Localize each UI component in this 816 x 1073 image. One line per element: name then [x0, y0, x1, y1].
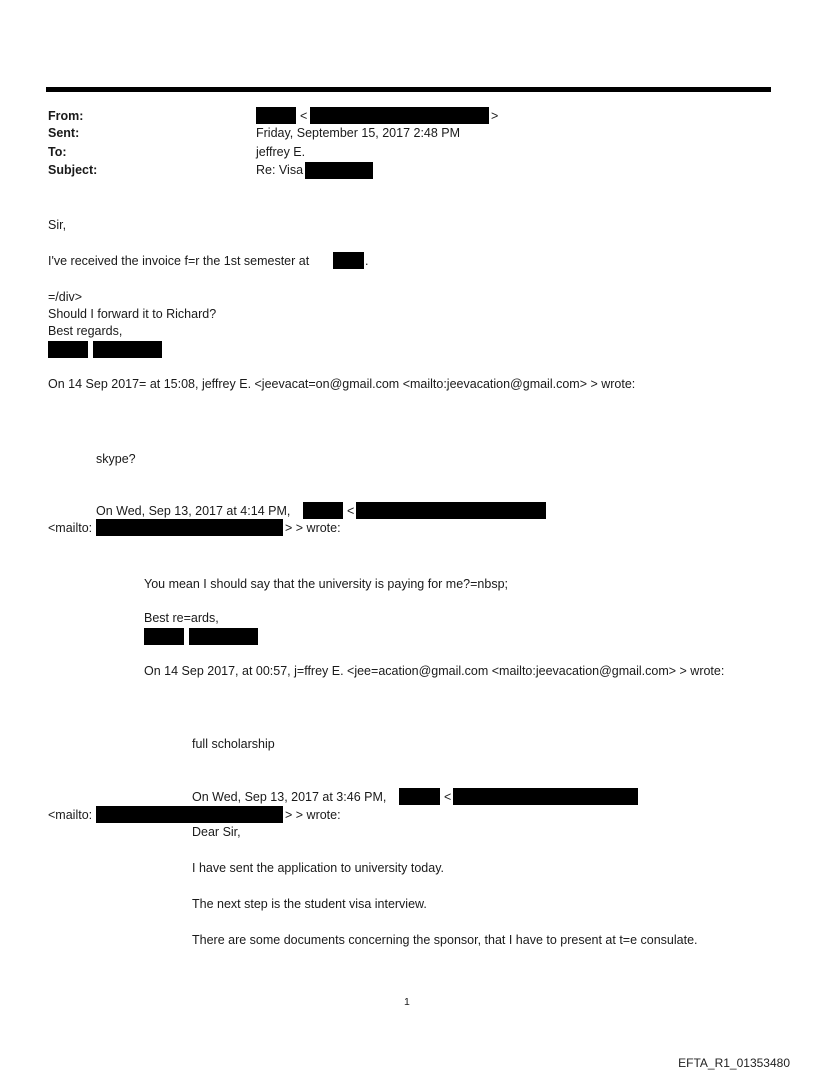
university-question: You mean I should say that the university is paying for me?=nbsp;: [144, 577, 508, 591]
quote4-lt: <: [444, 790, 452, 804]
full-scholarship: full scholarship: [192, 737, 275, 751]
quote4-mailto: <mailto:: [48, 808, 93, 822]
dear-sir: Dear Sir,: [192, 825, 241, 839]
redaction-signature-2: [93, 341, 162, 358]
forward-question: Should I forward it to Richard?: [48, 307, 217, 321]
redaction-quote2-name: [303, 502, 343, 519]
redaction-from-email: [310, 107, 489, 124]
redaction-signature-4: [189, 628, 258, 645]
quote3-header: On 14 Sep 2017, at 00:57, j=ffrey E. <jee=acation@gmail.com <mailto:jeevacation@gmail.com> > wrote:: [144, 664, 725, 678]
quote2-lt: <: [347, 504, 355, 518]
quote4-wrote: > > wrote:: [285, 808, 341, 822]
quote4-header: On Wed, Sep 13, 2017 at 3:46 PM,: [192, 790, 387, 804]
documents-line: There are some documents concerning the sponsor, that I have to present at t=e consulate.: [192, 933, 698, 947]
sent-application: I have sent the application to university today.: [192, 861, 445, 875]
redaction-signature-3: [144, 628, 184, 645]
next-step: The next step is the student visa interview.: [192, 897, 427, 911]
invoice-line-end: .: [365, 254, 369, 268]
from-gt: >: [491, 109, 499, 123]
redaction-subject: [305, 162, 373, 179]
redaction-quote4-name: [399, 788, 440, 805]
bates-number: EFTA_R1_01353480: [678, 1056, 790, 1070]
sent-label: Sent:: [48, 126, 80, 140]
subject-label: Subject:: [48, 163, 98, 177]
quote1-header: On 14 Sep 2017= at 15:08, jeffrey E. <jeevacat=on@gmail.com <mailto:jeevacation@gmail.com> > wrote:: [48, 377, 636, 391]
redaction-quote2-email: [356, 502, 546, 519]
from-label: From:: [48, 109, 84, 123]
to-value: jeffrey E.: [256, 145, 306, 159]
page-number: 1: [404, 996, 410, 1008]
div-tag-text: =/div>: [48, 290, 83, 304]
redaction-signature-1: [48, 341, 88, 358]
quote2-wrote: > > wrote:: [285, 521, 341, 535]
sent-value: Friday, September 15, 2017 2:48 PM: [256, 126, 461, 140]
regards-2: Best re=ards,: [144, 611, 219, 625]
to-label: To:: [48, 145, 67, 159]
skype-line: skype?: [96, 452, 136, 466]
quote2-mailto: <mailto:: [48, 521, 93, 535]
redaction-from-name: [256, 107, 296, 124]
invoice-line: I've received the invoice f=r the 1st semester at: [48, 254, 310, 268]
subject-value: Re: Visa: [256, 163, 304, 177]
redaction-institution: [333, 252, 364, 269]
redaction-quote4-email: [453, 788, 638, 805]
quote2-header: On Wed, Sep 13, 2017 at 4:14 PM,: [96, 504, 291, 518]
regards: Best regards,: [48, 324, 123, 338]
header-rule: [46, 87, 771, 92]
from-lt: <: [300, 109, 308, 123]
salutation: Sir,: [48, 218, 67, 232]
redaction-quote2-mailto: [96, 519, 283, 536]
redaction-quote4-mailto: [96, 806, 283, 823]
